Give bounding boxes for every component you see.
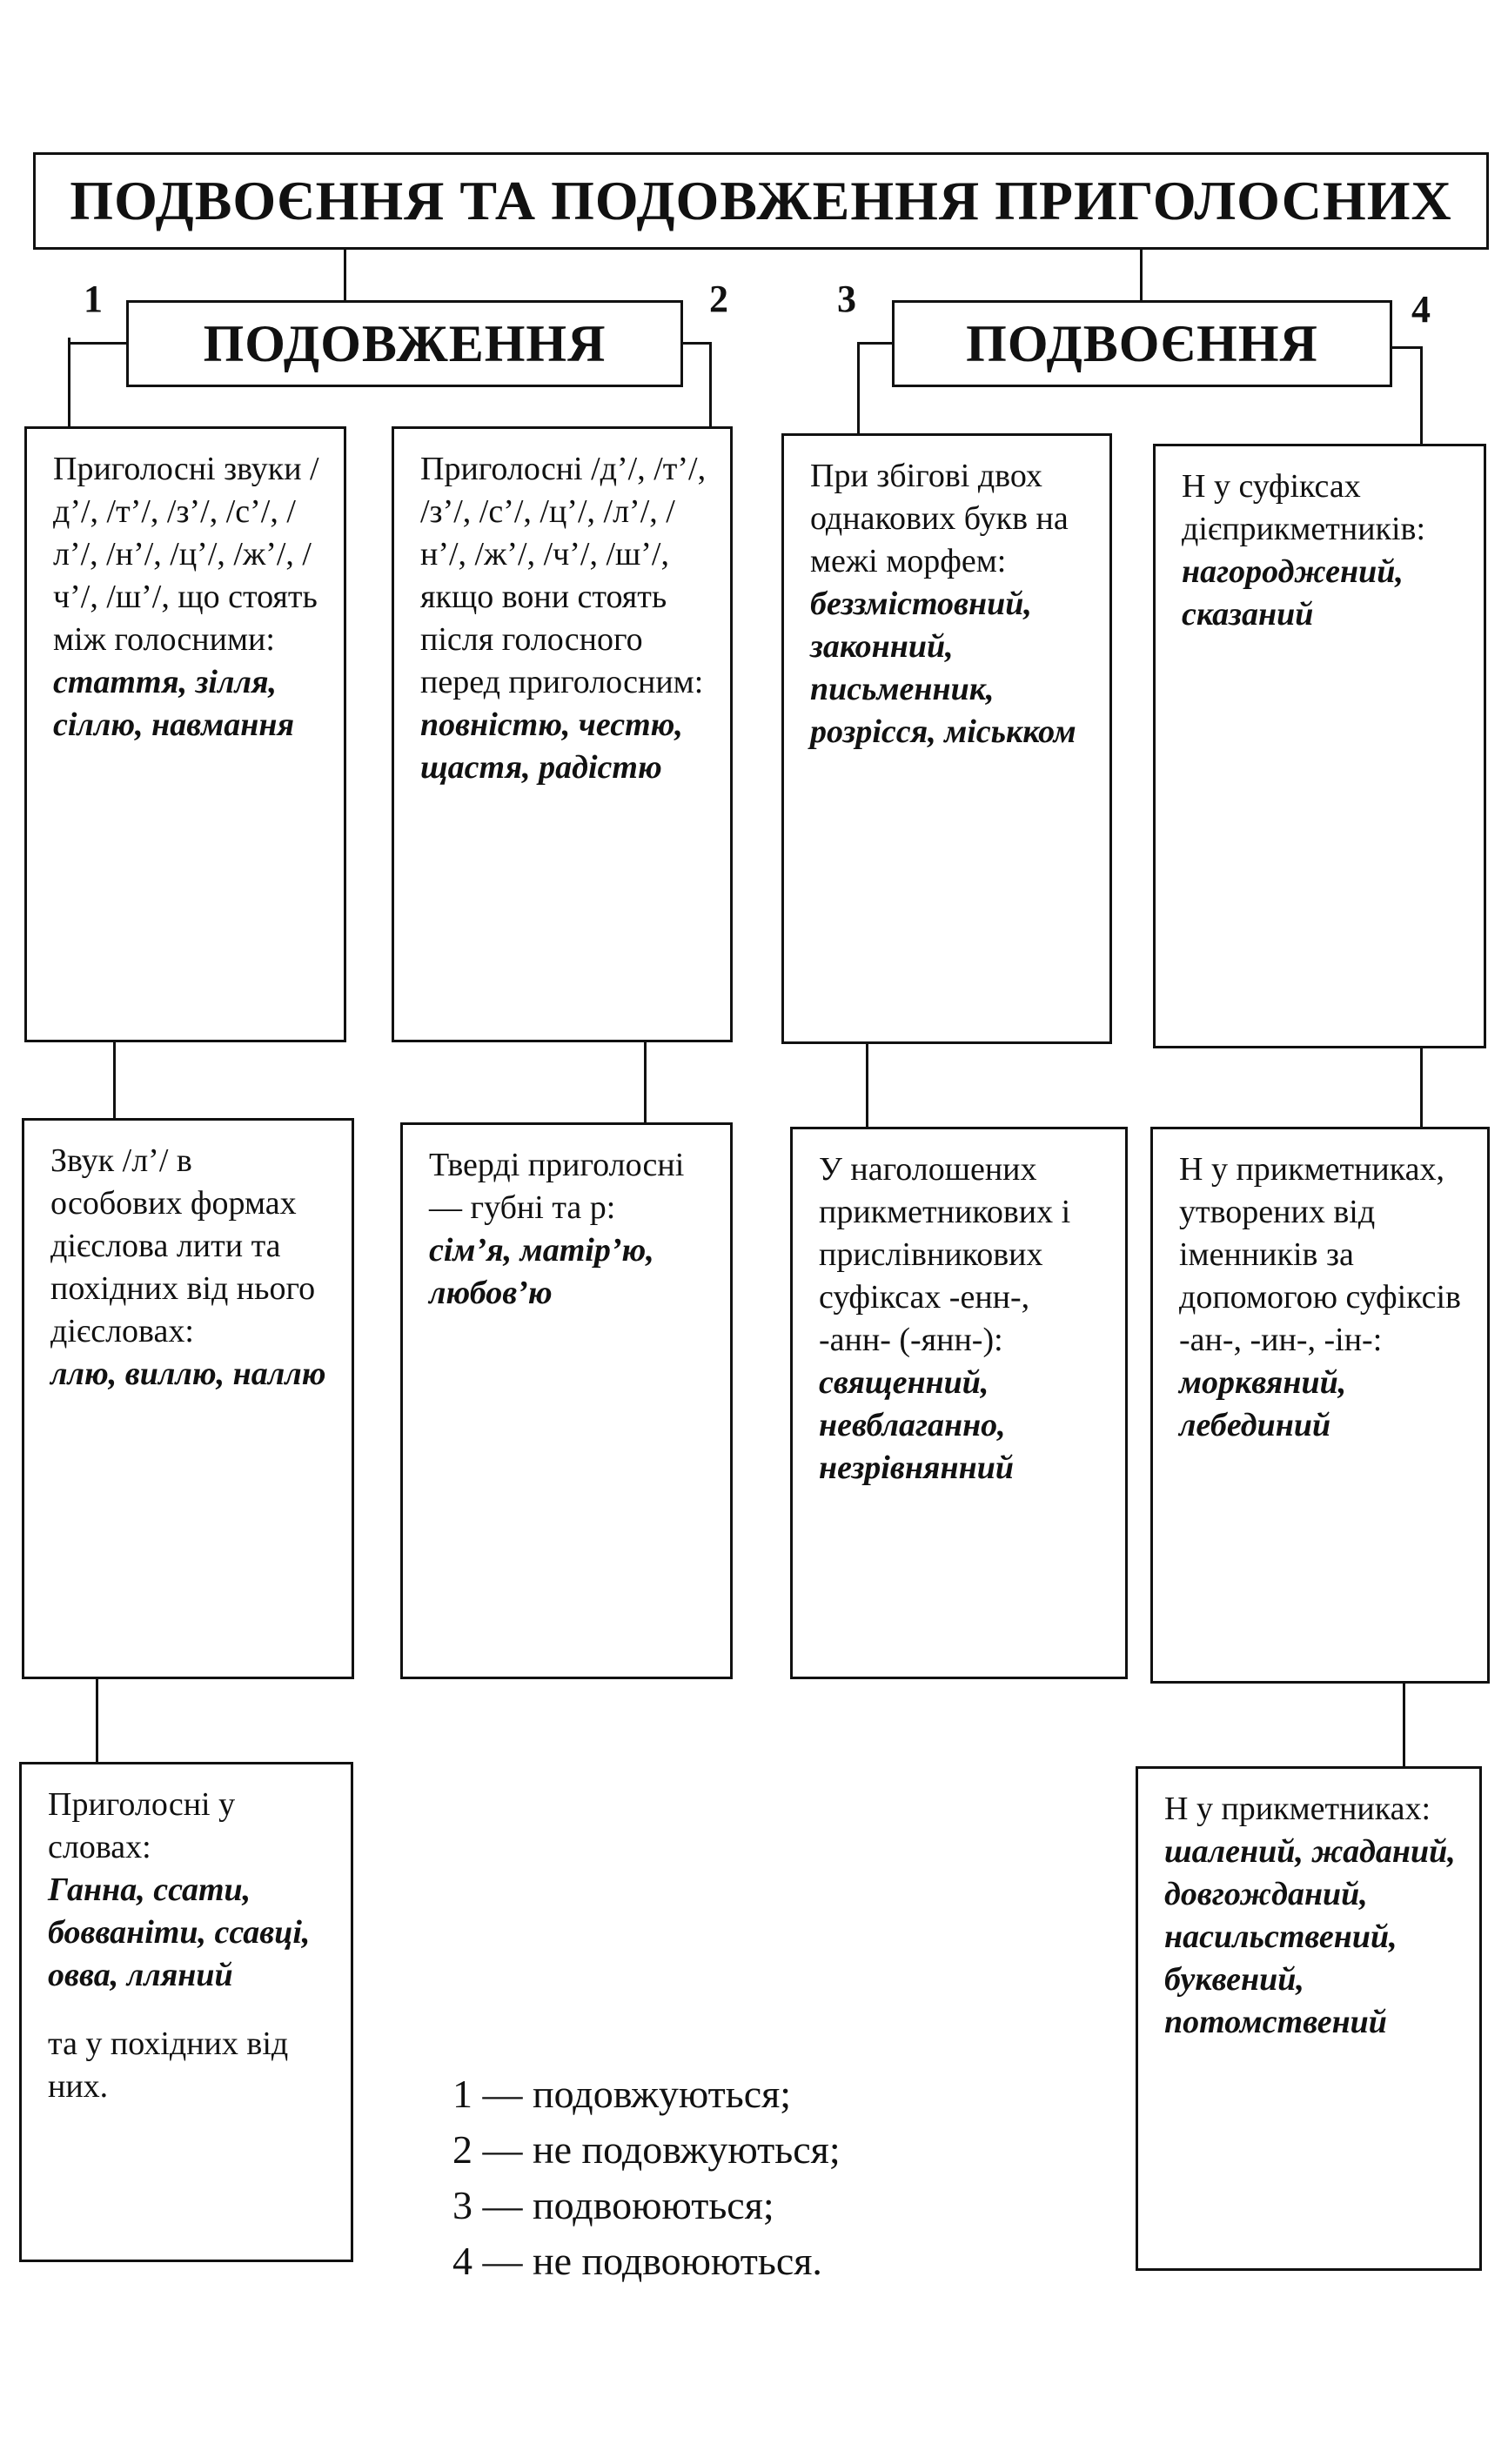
rule-examples: морквяний, лебединий [1179,1364,1347,1443]
rule-text: При збігові двох однакових букв на межі морфем: [810,458,1069,579]
connector-row1-row2 [866,1044,868,1127]
rule-box-col1-row1 [24,426,346,1042]
group-header-lengthening [126,300,683,387]
rule-text: Звук /л’/ в особових формах дієслова лити та похідних від нього дієсловах: [50,1142,316,1349]
legend-item: 1 — подовжуються; [452,2072,792,2116]
bracket-line [683,342,711,345]
bracket-line [1392,346,1423,349]
connector-row2-row3 [1403,1684,1405,1766]
bracket-line [68,338,70,349]
rule-box-col2-row2 [400,1122,733,1679]
rule-text: Приголосні у словах: [48,1786,236,1865]
category-number: 3 [837,278,856,320]
bracket-line [709,342,712,426]
rule-examples: беззмістовний, законний, письменник, розрісся, міськком [810,586,1076,750]
rule-box-col1-row2 [22,1118,354,1679]
rule-box-col4-row2 [1150,1127,1490,1684]
connector-row1-row2 [644,1042,647,1122]
bracket-line [68,342,126,345]
rule-text: Н у прикметниках: [1164,1791,1431,1827]
legend [452,2066,841,2289]
rule-text: Приголосні звуки /д’/, /т’/, /з’/, /с’/, /л’/, /н’/, /ц’/, /ж’/, /ч’/, /ш’/, що стоять між голосними: [53,451,319,658]
rule-box-col4-row3 [1136,1766,1482,2271]
rule-text: У наголошених прикметникових і прислівникових суфіксах -енн-, -анн- (-янн-): [819,1151,1071,1358]
rule-box-col3-row2 [790,1127,1128,1679]
rule-examples: ллю, виллю, наллю [50,1356,326,1392]
category-number: 4 [1411,288,1431,331]
rule-text: Н у прикметниках, утворених від іменників за допомогою суфіксів -ан-, -ин-, -ін-: [1179,1151,1462,1358]
rule-examples: стаття, зілля, сіллю, навмання [53,664,295,743]
connector-title-group1 [344,250,346,300]
group-header-doubling [892,300,1392,387]
category-number: 1 [84,278,103,320]
legend-item: 4 — не подвоюються. [452,2239,822,2283]
connector-row1-row2 [1420,1048,1423,1127]
bracket-line [857,342,892,345]
rule-examples: повністю, честю, щастя, радістю [420,706,683,786]
group-header-label: ПОДОВЖЕННЯ [203,314,607,372]
rule-text: Приголосні /д’/, /т’/, /з’/, /с’/, /ц’/, /л’/, /н’/, /ж’/, /ч’/, /ш’/, якщо вони стоять після голосного перед приголосним: [420,451,707,700]
rule-box-col3-row1 [781,433,1112,1044]
bracket-line [68,342,70,426]
connector-row1-row2 [113,1042,116,1118]
rule-examples: сім’я, матір’ю, любов’ю [429,1232,654,1311]
connector-title-group2 [1140,250,1143,300]
bracket-line [857,342,860,433]
legend-item: 3 — подвоюються; [452,2183,774,2227]
diagram-title-box [33,152,1489,250]
rule-box-col4-row1 [1153,444,1486,1048]
rule-box-col2-row1 [392,426,733,1042]
rule-text-after: та у похідних від них. [48,2025,289,2105]
group-header-label: ПОДВОЄННЯ [966,314,1318,372]
legend-item: 2 — не подовжуються; [452,2127,841,2172]
rule-text: Н у суфіксах дієприкметників: [1182,468,1426,547]
rule-box-col1-row3 [19,1762,353,2262]
category-number: 2 [709,278,728,320]
connector-row2-row3 [96,1679,98,1762]
rule-examples: нагороджений, сказаний [1182,553,1404,633]
rule-examples: шалений, жаданий, довгожданий, насильствений, буквений, потомствений [1164,1833,1456,2040]
bracket-line [1420,346,1423,444]
rule-examples: священний, невблаганно, незрівнянний [819,1364,1014,1486]
diagram-title: ПОДВОЄННЯ ТА ПОДОВЖЕННЯ ПРИГОЛОСНИХ [70,170,1452,231]
rule-text: Тверді приголосні — губні та р: [429,1147,685,1226]
rule-examples: Ганна, ссати, бовваніти, ссавці, овва, лляний [48,1871,311,1993]
